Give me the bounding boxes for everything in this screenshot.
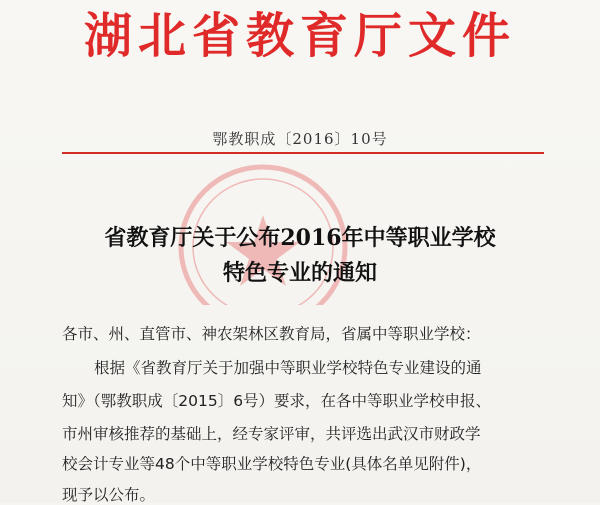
body-paragraph-line-1: 根据《省教育厅关于加强中等职业学校特色专业建设的通 <box>94 359 482 377</box>
body-paragraph-line-3: 市州审核推荐的基础上，经专家评审，共评选出武汉市财政学 <box>62 425 481 443</box>
notice-title-line-1: 省教育厅关于公布2016年中等职业学校 <box>104 225 496 251</box>
addressee-line: 各市、州、直管市、神农架林区教育局，省属中等职业学校： <box>62 325 481 343</box>
notice-title-line-2: 特色专业的通知 <box>222 260 377 286</box>
issuing-org-title: 湖北省教育厅文件 <box>83 8 516 64</box>
body-paragraph-line-4: 校会计专业等48个中等职业学校特色专业(具体名单见附件)， <box>62 455 482 473</box>
document-number: 鄂教职成〔2016〕10号 <box>212 130 388 148</box>
header-red-rule <box>62 152 544 154</box>
body-paragraph-line-2: 知》（鄂教职成〔2015〕6号）要求，在各中等职业学校申报、 <box>62 392 492 410</box>
body-paragraph-line-5: 现予以公布。 <box>62 486 156 504</box>
